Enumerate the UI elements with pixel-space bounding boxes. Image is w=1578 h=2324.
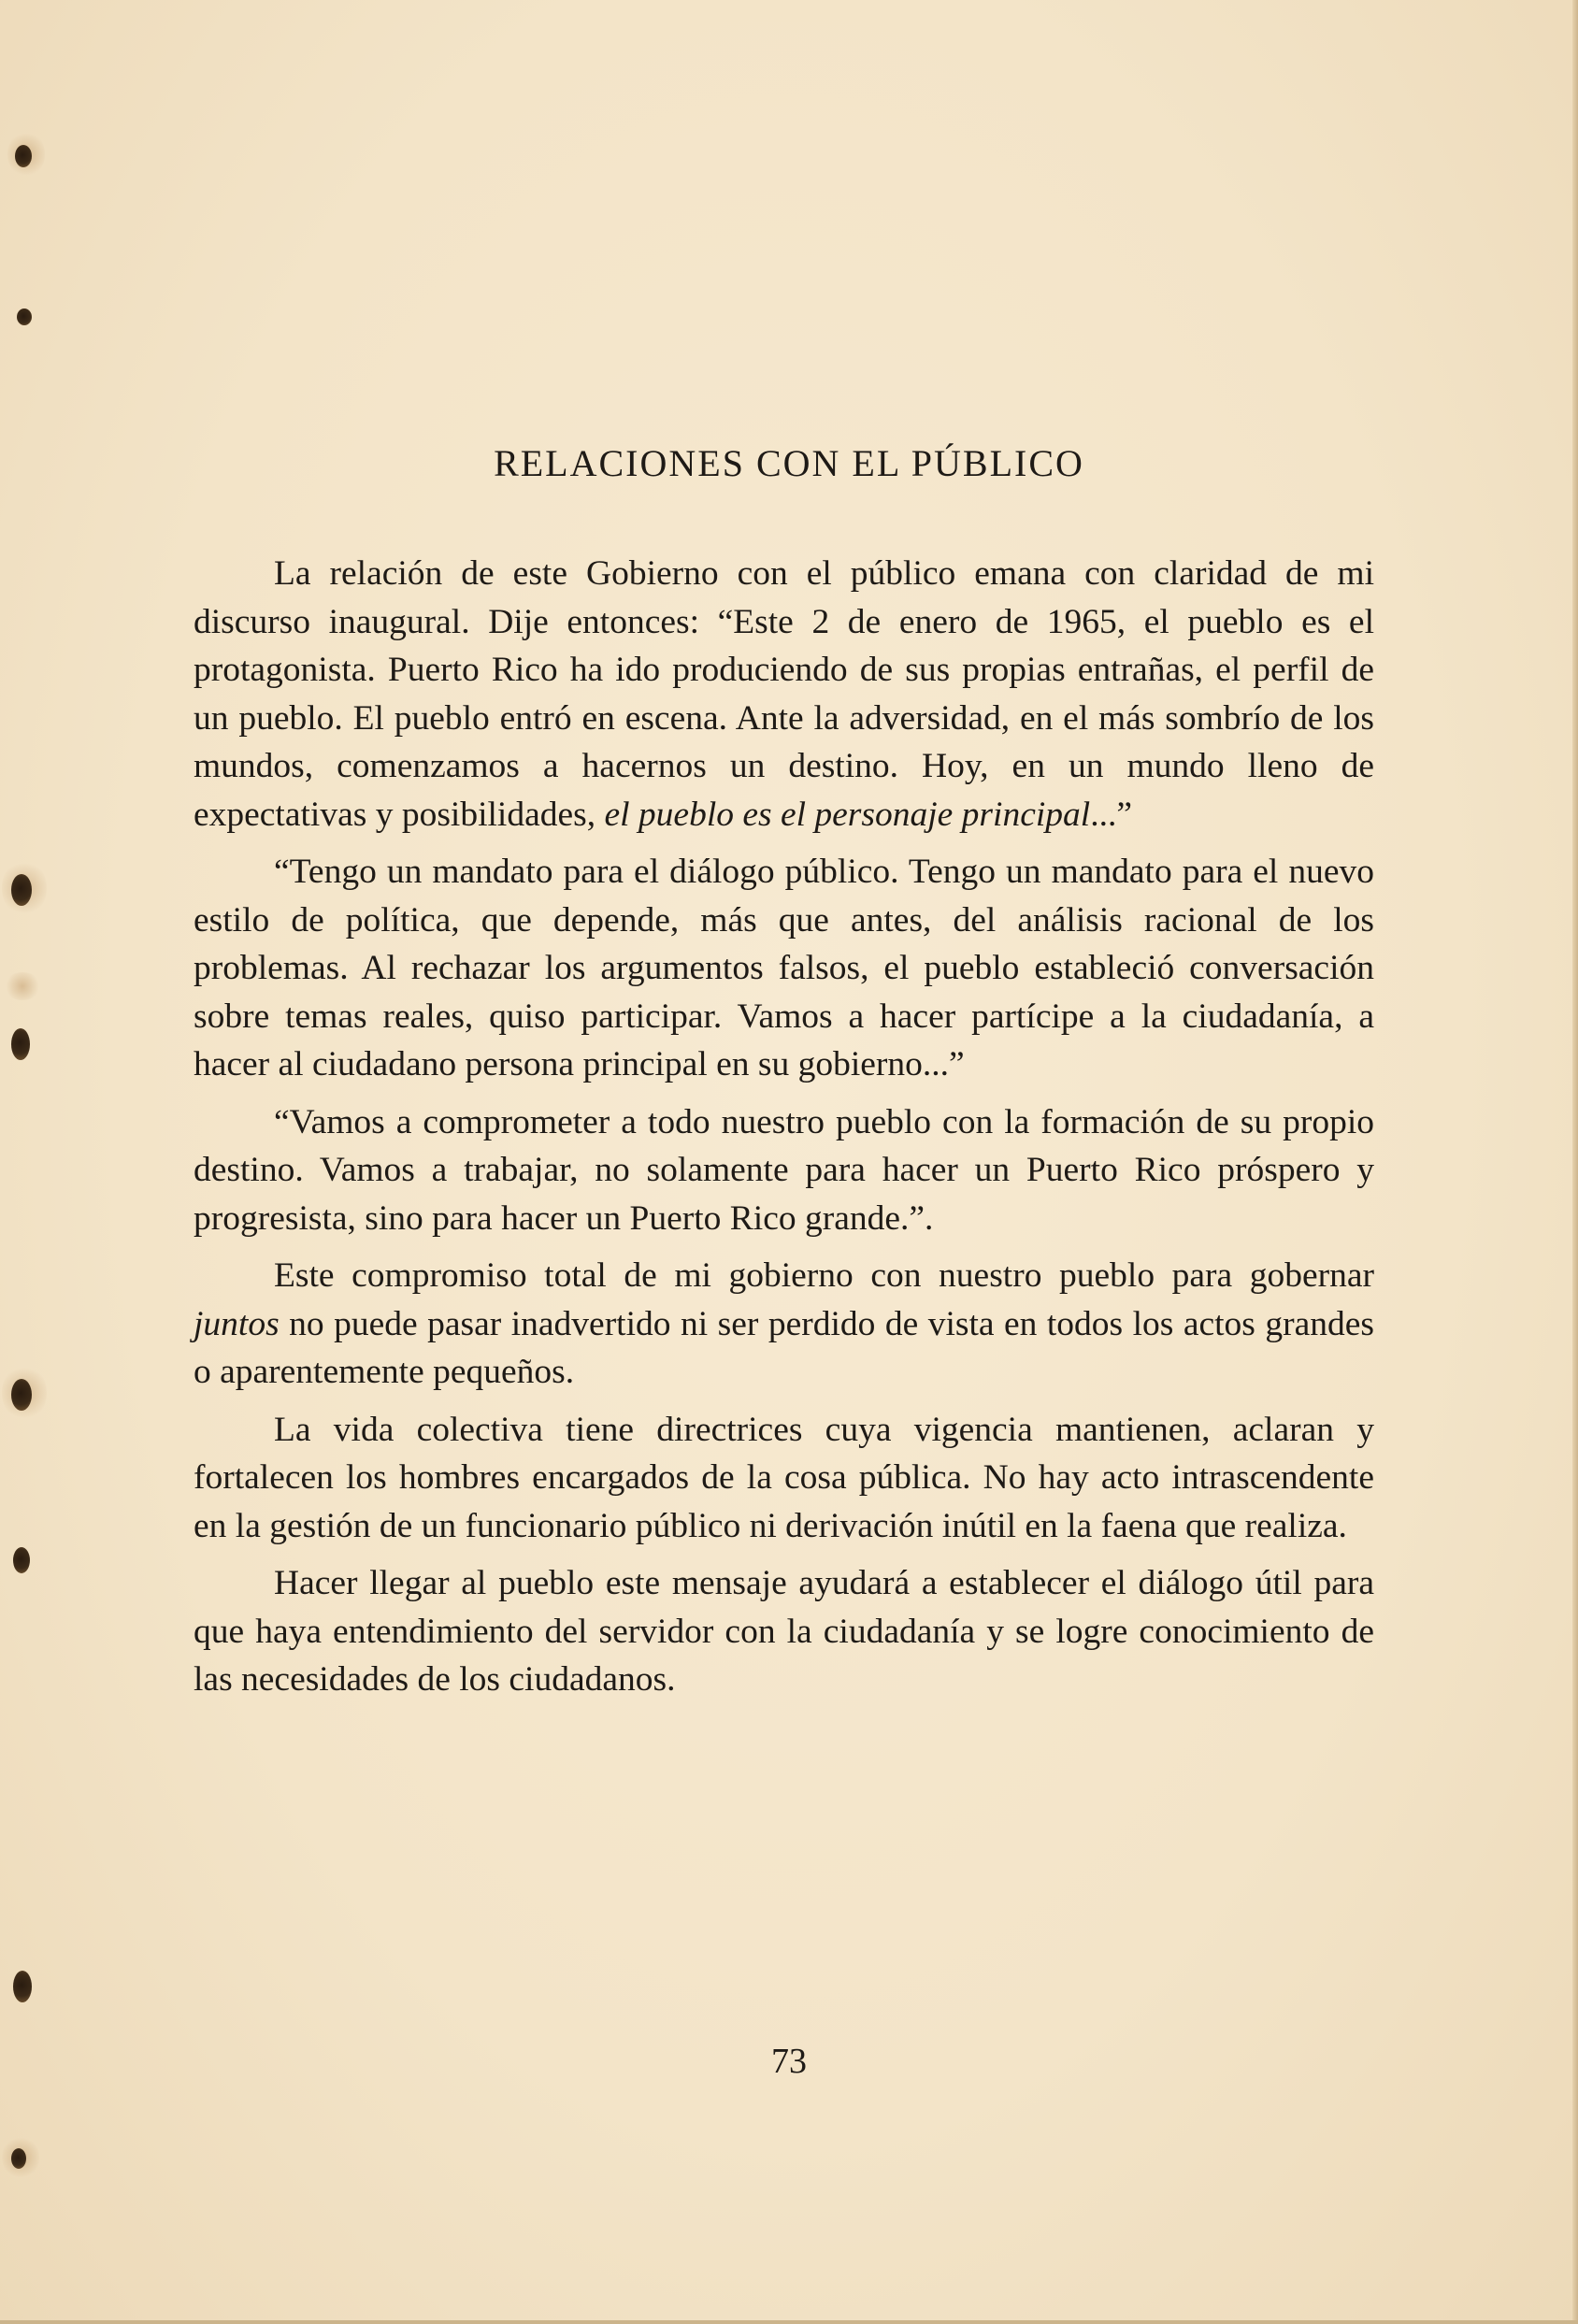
paragraph-text: Hacer llegar al pueblo este mensaje ayudará a establecer el diálogo útil para que haya entendimiento del servidor con la ciudadanía y se logre conocimiento de las necesidades de los ciudadanos. [194, 1564, 1374, 1699]
paragraph-6 [194, 1559, 1374, 1704]
paragraph-2 [194, 848, 1374, 1089]
paragraph-text: “Vamos a comprometer a todo nuestro pueblo con la formación de su propio destino. Vamos a trabajar, no solamente para hacer un Puerto Rico próspero y progresista, sino para hacer un Puerto Rico grande.”. [194, 1102, 1374, 1238]
paragraph-text: “Tengo un mandato para el diálogo público. Tengo un mandato para el nuevo estilo de política, que depende, más que antes, del análisis racional de los problemas. Al rechazar los argumentos falsos, el pueblo estableció conversación sobre temas reales, quiso participar. Vamos a hacer partícipe a la ciudadanía, a hacer al ciudadano persona principal en su gobierno...” [194, 853, 1374, 1083]
paragraph-text: ...” [1090, 795, 1132, 834]
italic-emphasis: el pueblo es el personaje principal [604, 795, 1091, 834]
binding-hole [11, 1028, 30, 1060]
binding-hole [11, 1379, 32, 1411]
binding-hole [17, 308, 32, 325]
page-title: RELACIONES CON EL PÚBLICO [494, 442, 1084, 484]
paragraph-4 [194, 1252, 1374, 1397]
paragraph-1 [194, 550, 1374, 839]
binding-hole [13, 1547, 30, 1573]
paragraph-5 [194, 1406, 1374, 1551]
binding-hole [15, 145, 32, 167]
paragraph-3 [194, 1098, 1374, 1243]
binding-hole [13, 1971, 32, 2002]
paragraph-text: La relación de este Gobierno con el público emana con claridad de mi discurso inaugural. Dije entonces: “Este 2 de enero de 1965, el pueblo es el protagonista. Puerto Rico ha ido produciendo de sus propias entrañas, el perfil de un pueblo. El pueblo entró en escena. Ante la adversidad, en el más sombrío de los mundos, comenzamos a hacernos un destino. Hoy, en un mundo lleno de expectativas y posibilidades, [194, 554, 1374, 834]
page-edge-right [1572, 0, 1578, 2324]
body-text [194, 550, 1374, 1714]
binding-hole [11, 2148, 26, 2169]
italic-emphasis: juntos [194, 1304, 280, 1343]
paragraph-text: no puede pasar inadvertido ni ser perdido de vista en todos los actos grandes o aparentemente pequeños. [194, 1304, 1374, 1391]
page-number: 73 [771, 2042, 807, 2081]
hole-stain [4, 972, 41, 1000]
binding-hole [11, 874, 32, 906]
paragraph-text: Este compromiso total de mi gobierno con nuestro pueblo para gobernar [274, 1256, 1374, 1295]
page-edge-bottom [0, 2320, 1578, 2324]
paragraph-text: La vida colectiva tiene directrices cuya vigencia mantienen, aclaran y fortalecen los hombres encargados de la cosa pública. No hay acto intrascendente en la gestión de un funcionario público ni derivación inútil en la faena que realiza. [194, 1410, 1374, 1545]
